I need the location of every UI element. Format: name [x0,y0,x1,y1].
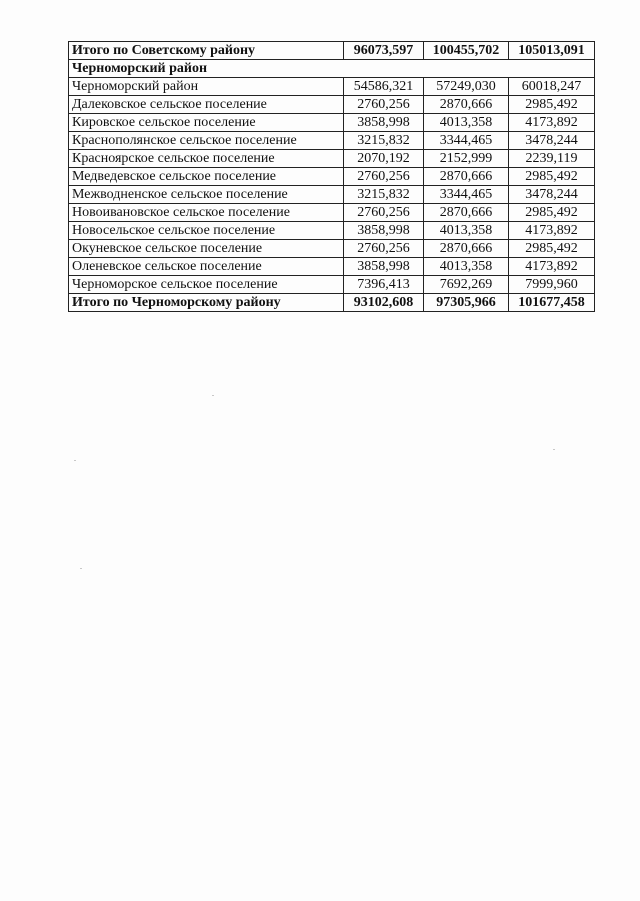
row-value-1: 2760,256 [344,168,424,186]
row-value-1: 2070,192 [344,150,424,168]
row-name: Оленевское сельское поселение [69,258,344,276]
row-name: Итого по Черноморскому району [69,294,344,312]
budget-table [68,41,595,312]
table-row [69,204,595,222]
scan-speck [80,568,82,569]
table-row [69,150,595,168]
table-row-total-sovetsky [69,42,595,60]
row-value-2: 2870,666 [424,204,509,222]
row-name: Черноморский район [69,78,344,96]
row-name: Кировское сельское поселение [69,114,344,132]
row-value-1: 2760,256 [344,204,424,222]
row-value-1: 2760,256 [344,240,424,258]
row-value-2: 2870,666 [424,96,509,114]
row-value-1: 93102,608 [344,294,424,312]
table-row [69,222,595,240]
row-value-3: 2239,119 [509,150,595,168]
row-name: Красноярское сельское поселение [69,150,344,168]
row-name: Итого по Советскому району [69,42,344,60]
row-name: Окуневское сельское поселение [69,240,344,258]
table-row [69,96,595,114]
table-row [69,186,595,204]
row-value-1: 3215,832 [344,132,424,150]
table-section-header [69,60,595,78]
row-value-1: 3858,998 [344,222,424,240]
row-name: Новосельское сельское поселение [69,222,344,240]
row-value-3: 2985,492 [509,96,595,114]
table-row [69,132,595,150]
row-value-2: 57249,030 [424,78,509,96]
row-value-3: 2985,492 [509,168,595,186]
row-value-2: 4013,358 [424,222,509,240]
table-row [69,276,595,294]
row-value-3: 7999,960 [509,276,595,294]
row-value-3: 4173,892 [509,114,595,132]
row-name: Черноморское сельское поселение [69,276,344,294]
row-value-1: 3858,998 [344,114,424,132]
row-value-2: 3344,465 [424,186,509,204]
row-value-1: 3215,832 [344,186,424,204]
row-value-3: 101677,458 [509,294,595,312]
row-value-2: 100455,702 [424,42,509,60]
row-value-2: 4013,358 [424,258,509,276]
table-row-total-chernomorsky [69,294,595,312]
section-title: Черноморский район [69,60,595,78]
table-row [69,168,595,186]
row-value-3: 105013,091 [509,42,595,60]
scan-speck [74,460,76,461]
row-value-1: 7396,413 [344,276,424,294]
row-value-3: 4173,892 [509,222,595,240]
row-value-2: 2870,666 [424,240,509,258]
row-value-3: 4173,892 [509,258,595,276]
row-value-1: 54586,321 [344,78,424,96]
row-value-2: 7692,269 [424,276,509,294]
row-value-1: 96073,597 [344,42,424,60]
table-row [69,258,595,276]
scan-speck [212,395,214,396]
row-value-2: 4013,358 [424,114,509,132]
row-name: Краснополянское сельское поселение [69,132,344,150]
row-value-3: 2985,492 [509,240,595,258]
row-value-3: 2985,492 [509,204,595,222]
row-name: Межводненское сельское поселение [69,186,344,204]
row-name: Далековское сельское поселение [69,96,344,114]
row-value-3: 3478,244 [509,132,595,150]
row-name: Медведевское сельское поселение [69,168,344,186]
row-value-3: 3478,244 [509,186,595,204]
scan-speck [553,449,555,450]
table-row [69,240,595,258]
row-value-1: 3858,998 [344,258,424,276]
row-value-2: 97305,966 [424,294,509,312]
row-value-2: 2152,999 [424,150,509,168]
row-name: Новоивановское сельское поселение [69,204,344,222]
row-value-3: 60018,247 [509,78,595,96]
row-value-1: 2760,256 [344,96,424,114]
row-value-2: 2870,666 [424,168,509,186]
table-row [69,114,595,132]
row-value-2: 3344,465 [424,132,509,150]
table-row [69,78,595,96]
